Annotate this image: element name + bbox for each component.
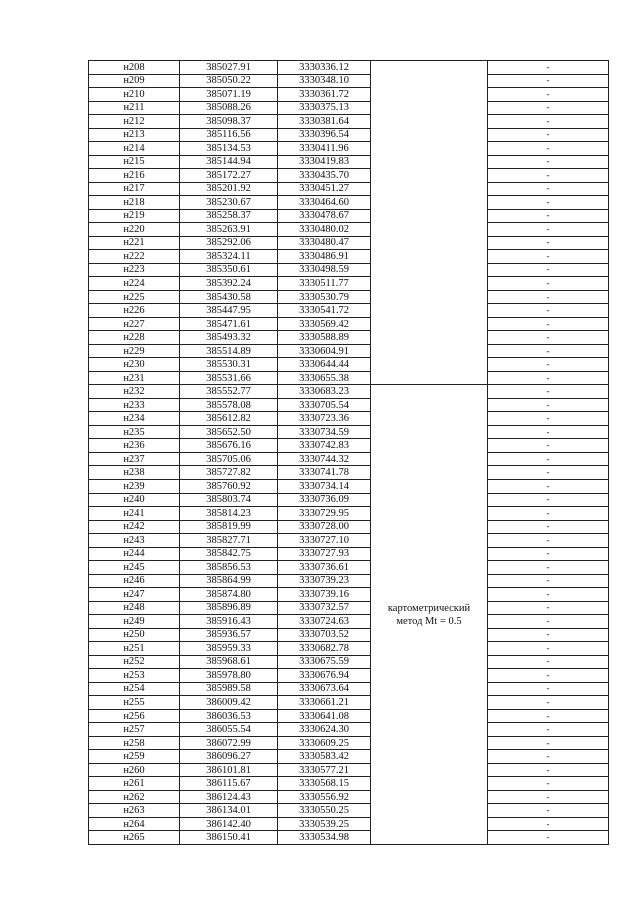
dash-cell: - bbox=[488, 344, 609, 358]
table-row bbox=[89, 588, 609, 602]
table-row bbox=[89, 547, 609, 561]
dash-cell: - bbox=[488, 263, 609, 277]
table-row bbox=[89, 155, 609, 169]
point-id-cell: н221 bbox=[89, 236, 180, 250]
point-id-cell: н263 bbox=[89, 804, 180, 818]
x-coordinate-cell: 386101.81 bbox=[180, 763, 278, 777]
point-id-cell: н246 bbox=[89, 574, 180, 588]
point-id-cell: н249 bbox=[89, 615, 180, 629]
table-row bbox=[89, 817, 609, 831]
point-id-cell: н212 bbox=[89, 115, 180, 129]
table-row bbox=[89, 466, 609, 480]
x-coordinate-cell: 385292.06 bbox=[180, 236, 278, 250]
dash-cell: - bbox=[488, 358, 609, 372]
table-row bbox=[89, 209, 609, 223]
y-coordinate-cell: 3330411.96 bbox=[278, 142, 371, 156]
y-coordinate-cell: 3330682.78 bbox=[278, 642, 371, 656]
table-row bbox=[89, 236, 609, 250]
dash-cell: - bbox=[488, 831, 609, 845]
x-coordinate-cell: 385088.26 bbox=[180, 101, 278, 115]
y-coordinate-cell: 3330556.92 bbox=[278, 790, 371, 804]
table-row bbox=[89, 223, 609, 237]
dash-cell: - bbox=[488, 574, 609, 588]
table-row bbox=[89, 128, 609, 142]
dash-cell: - bbox=[488, 493, 609, 507]
y-coordinate-cell: 3330739.23 bbox=[278, 574, 371, 588]
point-id-cell: н254 bbox=[89, 682, 180, 696]
x-coordinate-cell: 385578.08 bbox=[180, 398, 278, 412]
dash-cell: - bbox=[488, 763, 609, 777]
point-id-cell: н261 bbox=[89, 777, 180, 791]
dash-cell: - bbox=[488, 182, 609, 196]
dash-cell: - bbox=[488, 304, 609, 318]
point-id-cell: н217 bbox=[89, 182, 180, 196]
dash-cell: - bbox=[488, 547, 609, 561]
x-coordinate-cell: 385652.50 bbox=[180, 425, 278, 439]
table-row bbox=[89, 655, 609, 669]
x-coordinate-cell: 385936.57 bbox=[180, 628, 278, 642]
x-coordinate-cell: 386150.41 bbox=[180, 831, 278, 845]
method-name: картометрический bbox=[387, 602, 471, 614]
dash-cell: - bbox=[488, 723, 609, 737]
point-id-cell: н235 bbox=[89, 425, 180, 439]
point-id-cell: н256 bbox=[89, 709, 180, 723]
y-coordinate-cell: 3330727.93 bbox=[278, 547, 371, 561]
dash-cell: - bbox=[488, 804, 609, 818]
dash-cell: - bbox=[488, 466, 609, 480]
x-coordinate-cell: 385896.89 bbox=[180, 601, 278, 615]
point-id-cell: н226 bbox=[89, 304, 180, 318]
y-coordinate-cell: 3330728.00 bbox=[278, 520, 371, 534]
x-coordinate-cell: 385827.71 bbox=[180, 534, 278, 548]
y-coordinate-cell: 3330486.91 bbox=[278, 250, 371, 264]
dash-cell: - bbox=[488, 425, 609, 439]
y-coordinate-cell: 3330419.83 bbox=[278, 155, 371, 169]
dash-cell: - bbox=[488, 101, 609, 115]
dash-cell: - bbox=[488, 398, 609, 412]
y-coordinate-cell: 3330724.63 bbox=[278, 615, 371, 629]
y-coordinate-cell: 3330435.70 bbox=[278, 169, 371, 183]
point-id-cell: н234 bbox=[89, 412, 180, 426]
point-id-cell: н250 bbox=[89, 628, 180, 642]
point-id-cell: н238 bbox=[89, 466, 180, 480]
y-coordinate-cell: 3330577.21 bbox=[278, 763, 371, 777]
point-id-cell: н228 bbox=[89, 331, 180, 345]
table-row bbox=[89, 398, 609, 412]
y-coordinate-cell: 3330673.64 bbox=[278, 682, 371, 696]
y-coordinate-cell: 3330583.42 bbox=[278, 750, 371, 764]
point-id-cell: н255 bbox=[89, 696, 180, 710]
dash-cell: - bbox=[488, 682, 609, 696]
x-coordinate-cell: 386134.01 bbox=[180, 804, 278, 818]
point-id-cell: н213 bbox=[89, 128, 180, 142]
y-coordinate-cell: 3330498.59 bbox=[278, 263, 371, 277]
x-coordinate-cell: 385324.11 bbox=[180, 250, 278, 264]
y-coordinate-cell: 3330604.91 bbox=[278, 344, 371, 358]
table-row bbox=[89, 331, 609, 345]
y-coordinate-cell: 3330676.94 bbox=[278, 669, 371, 683]
point-id-cell: н223 bbox=[89, 263, 180, 277]
table-row bbox=[89, 736, 609, 750]
x-coordinate-cell: 385071.19 bbox=[180, 88, 278, 102]
dash-cell: - bbox=[488, 250, 609, 264]
point-id-cell: н220 bbox=[89, 223, 180, 237]
table-row bbox=[89, 196, 609, 210]
point-id-cell: н224 bbox=[89, 277, 180, 291]
table-row bbox=[89, 250, 609, 264]
dash-cell: - bbox=[488, 534, 609, 548]
method-cell-upper bbox=[371, 61, 488, 385]
dash-cell: - bbox=[488, 561, 609, 575]
y-coordinate-cell: 3330539.25 bbox=[278, 817, 371, 831]
y-coordinate-cell: 3330741.78 bbox=[278, 466, 371, 480]
dash-cell: - bbox=[488, 317, 609, 331]
point-id-cell: н225 bbox=[89, 290, 180, 304]
x-coordinate-cell: 385978.80 bbox=[180, 669, 278, 683]
dash-cell: - bbox=[488, 601, 609, 615]
x-coordinate-cell: 385727.82 bbox=[180, 466, 278, 480]
table-row bbox=[89, 439, 609, 453]
point-id-cell: н264 bbox=[89, 817, 180, 831]
y-coordinate-cell: 3330381.64 bbox=[278, 115, 371, 129]
y-coordinate-cell: 3330534.98 bbox=[278, 831, 371, 845]
y-coordinate-cell: 3330739.16 bbox=[278, 588, 371, 602]
x-coordinate-cell: 385471.61 bbox=[180, 317, 278, 331]
x-coordinate-cell: 385552.77 bbox=[180, 385, 278, 399]
y-coordinate-cell: 3330541.72 bbox=[278, 304, 371, 318]
x-coordinate-cell: 385814.23 bbox=[180, 507, 278, 521]
point-id-cell: н241 bbox=[89, 507, 180, 521]
y-coordinate-cell: 3330530.79 bbox=[278, 290, 371, 304]
point-id-cell: н240 bbox=[89, 493, 180, 507]
x-coordinate-cell: 385612.82 bbox=[180, 412, 278, 426]
table-row bbox=[89, 277, 609, 291]
dash-cell: - bbox=[488, 507, 609, 521]
table-row bbox=[89, 615, 609, 629]
table-row bbox=[89, 317, 609, 331]
x-coordinate-cell: 386036.53 bbox=[180, 709, 278, 723]
table-row bbox=[89, 628, 609, 642]
point-id-cell: н236 bbox=[89, 439, 180, 453]
x-coordinate-cell: 385350.61 bbox=[180, 263, 278, 277]
method-cell-lower bbox=[371, 385, 488, 845]
x-coordinate-cell: 385864.99 bbox=[180, 574, 278, 588]
y-coordinate-cell: 3330723.36 bbox=[278, 412, 371, 426]
y-coordinate-cell: 3330336.12 bbox=[278, 61, 371, 75]
dash-cell: - bbox=[488, 452, 609, 466]
x-coordinate-cell: 386142.40 bbox=[180, 817, 278, 831]
dash-cell: - bbox=[488, 88, 609, 102]
y-coordinate-cell: 3330734.59 bbox=[278, 425, 371, 439]
table-row bbox=[89, 479, 609, 493]
y-coordinate-cell: 3330675.59 bbox=[278, 655, 371, 669]
point-id-cell: н242 bbox=[89, 520, 180, 534]
x-coordinate-cell: 385493.32 bbox=[180, 331, 278, 345]
point-id-cell: н215 bbox=[89, 155, 180, 169]
dash-cell: - bbox=[488, 74, 609, 88]
x-coordinate-cell: 385530.31 bbox=[180, 358, 278, 372]
x-coordinate-cell: 385172.27 bbox=[180, 169, 278, 183]
table-row bbox=[89, 182, 609, 196]
dash-cell: - bbox=[488, 412, 609, 426]
dash-cell: - bbox=[488, 115, 609, 129]
table-row bbox=[89, 385, 609, 399]
y-coordinate-cell: 3330568.15 bbox=[278, 777, 371, 791]
table-row bbox=[89, 493, 609, 507]
dash-cell: - bbox=[488, 196, 609, 210]
dash-cell: - bbox=[488, 169, 609, 183]
x-coordinate-cell: 385134.53 bbox=[180, 142, 278, 156]
coordinate-table bbox=[88, 60, 609, 845]
y-coordinate-cell: 3330729.95 bbox=[278, 507, 371, 521]
point-id-cell: н231 bbox=[89, 371, 180, 385]
table-row bbox=[89, 763, 609, 777]
dash-cell: - bbox=[488, 209, 609, 223]
point-id-cell: н259 bbox=[89, 750, 180, 764]
x-coordinate-cell: 385959.33 bbox=[180, 642, 278, 656]
dash-cell: - bbox=[488, 331, 609, 345]
x-coordinate-cell: 385027.91 bbox=[180, 61, 278, 75]
x-coordinate-cell: 385842.75 bbox=[180, 547, 278, 561]
x-coordinate-cell: 385968.61 bbox=[180, 655, 278, 669]
point-id-cell: н245 bbox=[89, 561, 180, 575]
dash-cell: - bbox=[488, 750, 609, 764]
x-coordinate-cell: 385916.43 bbox=[180, 615, 278, 629]
table-row bbox=[89, 696, 609, 710]
y-coordinate-cell: 3330727.10 bbox=[278, 534, 371, 548]
x-coordinate-cell: 385676.16 bbox=[180, 439, 278, 453]
x-coordinate-cell: 385258.37 bbox=[180, 209, 278, 223]
x-coordinate-cell: 385116.56 bbox=[180, 128, 278, 142]
y-coordinate-cell: 3330644.44 bbox=[278, 358, 371, 372]
dash-cell: - bbox=[488, 520, 609, 534]
dash-cell: - bbox=[488, 128, 609, 142]
x-coordinate-cell: 385392.24 bbox=[180, 277, 278, 291]
table-row bbox=[89, 115, 609, 129]
x-coordinate-cell: 385447.95 bbox=[180, 304, 278, 318]
dash-cell: - bbox=[488, 669, 609, 683]
point-id-cell: н211 bbox=[89, 101, 180, 115]
y-coordinate-cell: 3330705.54 bbox=[278, 398, 371, 412]
dash-cell: - bbox=[488, 736, 609, 750]
x-coordinate-cell: 385760.92 bbox=[180, 479, 278, 493]
point-id-cell: н219 bbox=[89, 209, 180, 223]
table-row bbox=[89, 534, 609, 548]
x-coordinate-cell: 385874.80 bbox=[180, 588, 278, 602]
x-coordinate-cell: 385201.92 bbox=[180, 182, 278, 196]
dash-cell: - bbox=[488, 439, 609, 453]
point-id-cell: н232 bbox=[89, 385, 180, 399]
dash-cell: - bbox=[488, 61, 609, 75]
point-id-cell: н248 bbox=[89, 601, 180, 615]
table-row bbox=[89, 371, 609, 385]
x-coordinate-cell: 386055.54 bbox=[180, 723, 278, 737]
y-coordinate-cell: 3330732.57 bbox=[278, 601, 371, 615]
dash-cell: - bbox=[488, 615, 609, 629]
x-coordinate-cell: 385856.53 bbox=[180, 561, 278, 575]
point-id-cell: н251 bbox=[89, 642, 180, 656]
table-row bbox=[89, 88, 609, 102]
x-coordinate-cell: 385705.06 bbox=[180, 452, 278, 466]
point-id-cell: н229 bbox=[89, 344, 180, 358]
table-row bbox=[89, 425, 609, 439]
y-coordinate-cell: 3330569.42 bbox=[278, 317, 371, 331]
dash-cell: - bbox=[488, 588, 609, 602]
point-id-cell: н227 bbox=[89, 317, 180, 331]
table-row bbox=[89, 61, 609, 75]
point-id-cell: н233 bbox=[89, 398, 180, 412]
y-coordinate-cell: 3330742.83 bbox=[278, 439, 371, 453]
table-row bbox=[89, 574, 609, 588]
y-coordinate-cell: 3330375.13 bbox=[278, 101, 371, 115]
point-id-cell: н243 bbox=[89, 534, 180, 548]
y-coordinate-cell: 3330480.02 bbox=[278, 223, 371, 237]
table-row bbox=[89, 358, 609, 372]
table-row bbox=[89, 412, 609, 426]
table-row bbox=[89, 601, 609, 615]
x-coordinate-cell: 385989.58 bbox=[180, 682, 278, 696]
x-coordinate-cell: 386072.99 bbox=[180, 736, 278, 750]
dash-cell: - bbox=[488, 655, 609, 669]
point-id-cell: н252 bbox=[89, 655, 180, 669]
table-row bbox=[89, 263, 609, 277]
table-row bbox=[89, 790, 609, 804]
y-coordinate-cell: 3330550.25 bbox=[278, 804, 371, 818]
y-coordinate-cell: 3330736.61 bbox=[278, 561, 371, 575]
y-coordinate-cell: 3330361.72 bbox=[278, 88, 371, 102]
y-coordinate-cell: 3330703.52 bbox=[278, 628, 371, 642]
table-row bbox=[89, 452, 609, 466]
point-id-cell: н218 bbox=[89, 196, 180, 210]
table-row bbox=[89, 682, 609, 696]
method-accuracy: метод Mt = 0.5 bbox=[396, 615, 462, 627]
dash-cell: - bbox=[488, 155, 609, 169]
table-row bbox=[89, 669, 609, 683]
dash-cell: - bbox=[488, 385, 609, 399]
point-id-cell: н210 bbox=[89, 88, 180, 102]
y-coordinate-cell: 3330451.27 bbox=[278, 182, 371, 196]
table-row bbox=[89, 304, 609, 318]
point-id-cell: н257 bbox=[89, 723, 180, 737]
dash-cell: - bbox=[488, 817, 609, 831]
dash-cell: - bbox=[488, 371, 609, 385]
x-coordinate-cell: 386096.27 bbox=[180, 750, 278, 764]
table-row bbox=[89, 777, 609, 791]
dash-cell: - bbox=[488, 642, 609, 656]
y-coordinate-cell: 3330744.32 bbox=[278, 452, 371, 466]
y-coordinate-cell: 3330588.89 bbox=[278, 331, 371, 345]
x-coordinate-cell: 385819.99 bbox=[180, 520, 278, 534]
table-row bbox=[89, 750, 609, 764]
table-row bbox=[89, 642, 609, 656]
point-id-cell: н265 bbox=[89, 831, 180, 845]
x-coordinate-cell: 385430.58 bbox=[180, 290, 278, 304]
point-id-cell: н222 bbox=[89, 250, 180, 264]
dash-cell: - bbox=[488, 777, 609, 791]
y-coordinate-cell: 3330609.25 bbox=[278, 736, 371, 750]
x-coordinate-cell: 385098.37 bbox=[180, 115, 278, 129]
x-coordinate-cell: 386124.43 bbox=[180, 790, 278, 804]
point-id-cell: н239 bbox=[89, 479, 180, 493]
y-coordinate-cell: 3330641.08 bbox=[278, 709, 371, 723]
x-coordinate-cell: 386115.67 bbox=[180, 777, 278, 791]
point-id-cell: н214 bbox=[89, 142, 180, 156]
x-coordinate-cell: 385514.89 bbox=[180, 344, 278, 358]
y-coordinate-cell: 3330736.09 bbox=[278, 493, 371, 507]
x-coordinate-cell: 385531.66 bbox=[180, 371, 278, 385]
y-coordinate-cell: 3330396.54 bbox=[278, 128, 371, 142]
dash-cell: - bbox=[488, 479, 609, 493]
point-id-cell: н253 bbox=[89, 669, 180, 683]
point-id-cell: н262 bbox=[89, 790, 180, 804]
x-coordinate-cell: 385803.74 bbox=[180, 493, 278, 507]
x-coordinate-cell: 385050.22 bbox=[180, 74, 278, 88]
table-row bbox=[89, 831, 609, 845]
y-coordinate-cell: 3330624.30 bbox=[278, 723, 371, 737]
point-id-cell: н216 bbox=[89, 169, 180, 183]
point-id-cell: н208 bbox=[89, 61, 180, 75]
table-row bbox=[89, 74, 609, 88]
table-row bbox=[89, 101, 609, 115]
y-coordinate-cell: 3330655.38 bbox=[278, 371, 371, 385]
y-coordinate-cell: 3330683.23 bbox=[278, 385, 371, 399]
y-coordinate-cell: 3330348.10 bbox=[278, 74, 371, 88]
coordinate-table-body bbox=[89, 61, 609, 845]
dash-cell: - bbox=[488, 696, 609, 710]
point-id-cell: н260 bbox=[89, 763, 180, 777]
point-id-cell: н237 bbox=[89, 452, 180, 466]
dash-cell: - bbox=[488, 277, 609, 291]
point-id-cell: н258 bbox=[89, 736, 180, 750]
dash-cell: - bbox=[488, 142, 609, 156]
y-coordinate-cell: 3330734.14 bbox=[278, 479, 371, 493]
point-id-cell: н247 bbox=[89, 588, 180, 602]
y-coordinate-cell: 3330478.67 bbox=[278, 209, 371, 223]
dash-cell: - bbox=[488, 709, 609, 723]
y-coordinate-cell: 3330661.21 bbox=[278, 696, 371, 710]
point-id-cell: н244 bbox=[89, 547, 180, 561]
y-coordinate-cell: 3330464.60 bbox=[278, 196, 371, 210]
table-row bbox=[89, 709, 609, 723]
x-coordinate-cell: 385144.94 bbox=[180, 155, 278, 169]
dash-cell: - bbox=[488, 236, 609, 250]
point-id-cell: н209 bbox=[89, 74, 180, 88]
table-row bbox=[89, 344, 609, 358]
y-coordinate-cell: 3330511.77 bbox=[278, 277, 371, 291]
dash-cell: - bbox=[488, 290, 609, 304]
point-id-cell: н230 bbox=[89, 358, 180, 372]
x-coordinate-cell: 385230.67 bbox=[180, 196, 278, 210]
coordinate-table-page bbox=[88, 60, 608, 845]
dash-cell: - bbox=[488, 790, 609, 804]
table-row bbox=[89, 507, 609, 521]
table-row bbox=[89, 804, 609, 818]
table-row bbox=[89, 169, 609, 183]
table-row bbox=[89, 290, 609, 304]
y-coordinate-cell: 3330480.47 bbox=[278, 236, 371, 250]
table-row bbox=[89, 723, 609, 737]
dash-cell: - bbox=[488, 628, 609, 642]
dash-cell: - bbox=[488, 223, 609, 237]
table-row bbox=[89, 561, 609, 575]
table-row bbox=[89, 520, 609, 534]
x-coordinate-cell: 386009.42 bbox=[180, 696, 278, 710]
table-row bbox=[89, 142, 609, 156]
x-coordinate-cell: 385263.91 bbox=[180, 223, 278, 237]
